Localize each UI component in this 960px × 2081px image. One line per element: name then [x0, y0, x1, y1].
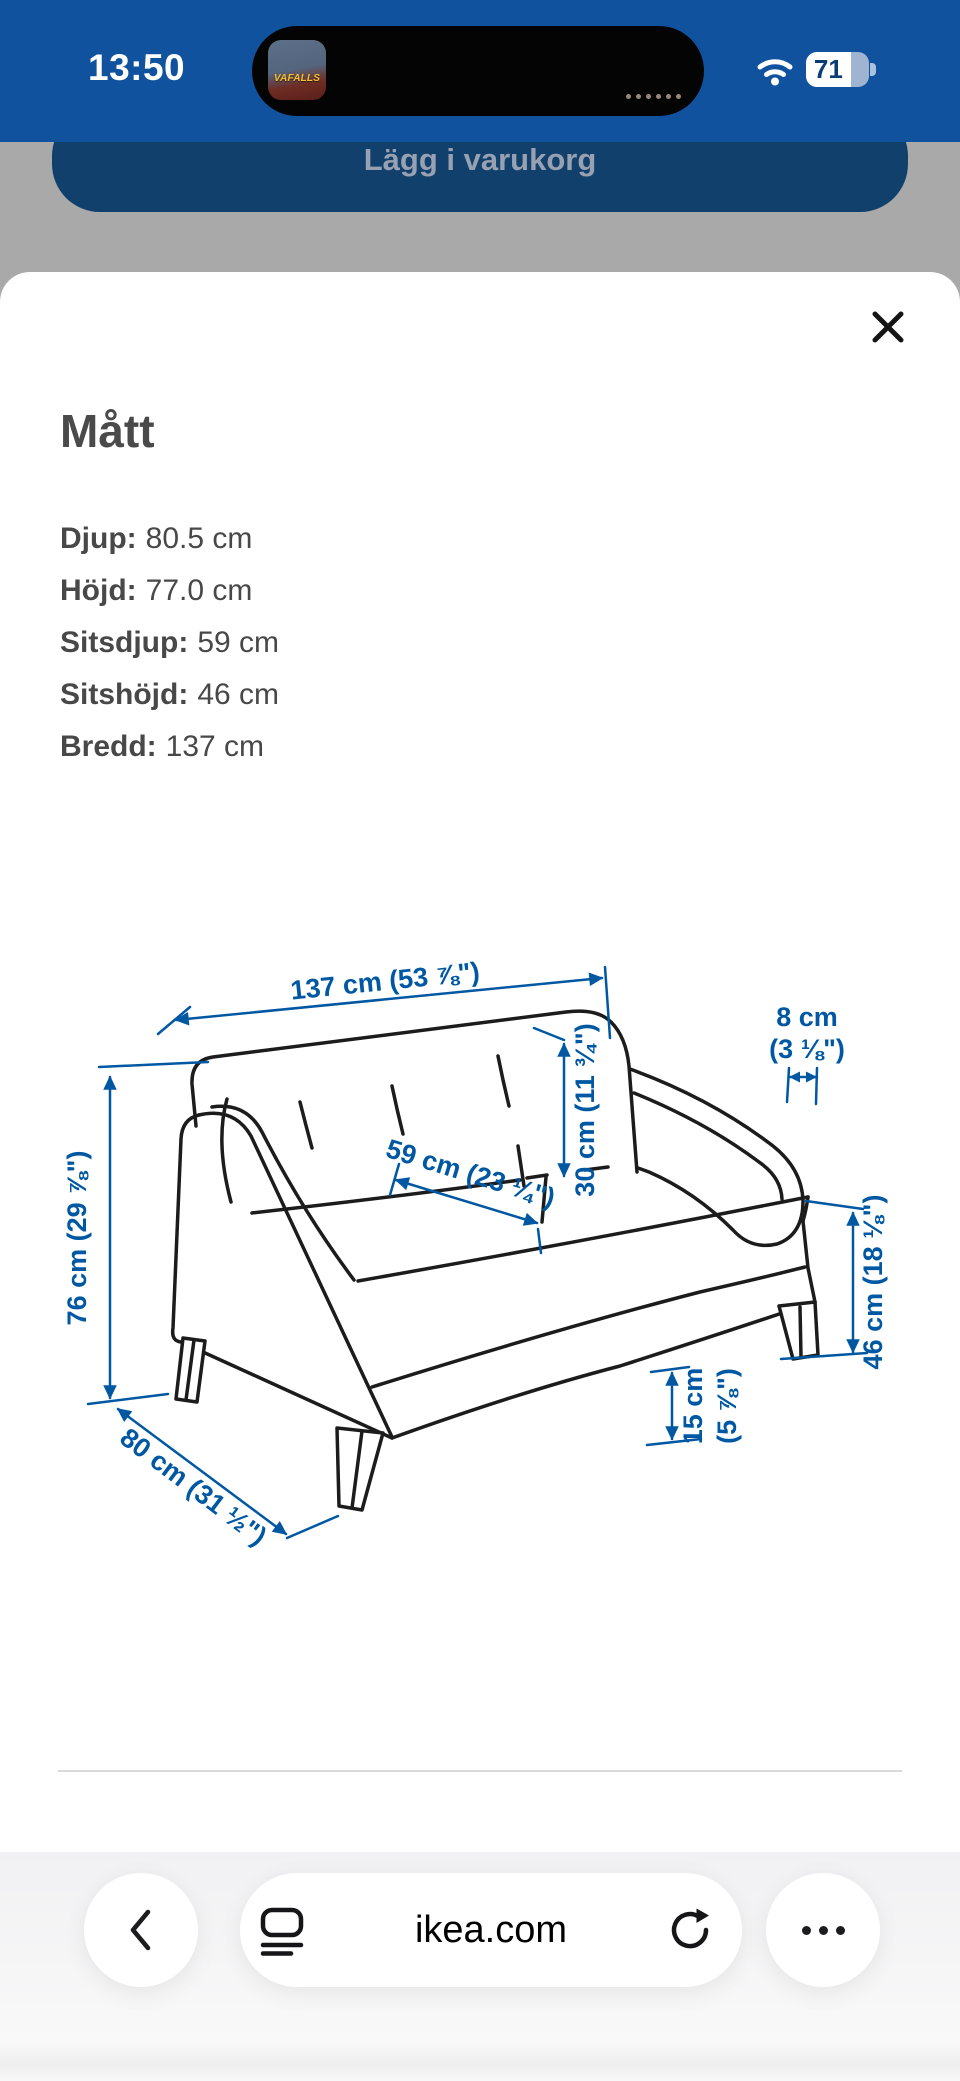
dim-depth: 80 cm (31 ½") — [114, 1422, 273, 1552]
dim-clearance-cm: 15 cm — [678, 1367, 708, 1445]
dim-width: 137 cm (53 ⅞") — [289, 956, 482, 1006]
close-button[interactable] — [856, 296, 920, 360]
now-playing-label: VAFALLS — [273, 72, 321, 84]
dim-height: 76 cm (29 ⅞") — [62, 1150, 92, 1326]
measurement-row: Höjd: 77.0 cm — [60, 574, 253, 607]
measurement-list — [60, 513, 279, 773]
url-text[interactable]: ikea.com — [414, 1909, 568, 1951]
home-indicator-area — [0, 2040, 960, 2081]
status-bar — [0, 0, 960, 142]
dim-arm-width-cm: 8 cm — [776, 1002, 838, 1032]
dimension-lines — [88, 967, 867, 1538]
reload-icon[interactable] — [668, 1907, 714, 1953]
ellipsis-icon — [802, 1926, 845, 1935]
dim-clearance-in: (5 ⅞") — [712, 1368, 742, 1444]
measurement-row: Sitshöjd: 46 cm — [60, 678, 280, 711]
dim-back-cushion-height: 30 cm (11 ¾") — [570, 1023, 600, 1197]
dimension-labels — [62, 957, 888, 1552]
wifi-icon — [755, 53, 795, 87]
now-playing-artwork-icon[interactable] — [268, 40, 326, 100]
sofa-dimension-diagram — [0, 950, 960, 1610]
add-to-cart-label: Lägg i varukorg — [363, 142, 597, 177]
dim-seat-height: 46 cm (18 ⅛") — [858, 1194, 888, 1370]
audio-activity-dots-icon — [626, 94, 681, 99]
modal-title: Mått — [60, 405, 155, 457]
address-bar[interactable] — [240, 1873, 742, 1987]
battery-percent: 71 — [813, 54, 843, 84]
battery-nub — [870, 63, 876, 76]
clock: 13:50 — [88, 47, 186, 88]
dim-arm-width-in: (3 ⅛") — [769, 1034, 845, 1064]
chevron-left-icon — [121, 1904, 161, 1956]
measurements-modal — [0, 272, 960, 1852]
dynamic-island[interactable] — [252, 26, 704, 116]
dim-seat-depth: 59 cm (23 ¼") — [382, 1133, 559, 1214]
section-divider — [58, 1770, 902, 1772]
more-button[interactable] — [766, 1873, 880, 1987]
measurement-row: Djup: 80.5 cm — [60, 522, 253, 555]
status-icons — [755, 52, 869, 87]
close-icon — [871, 310, 905, 344]
battery-icon — [806, 52, 869, 87]
measurement-row: Bredd: 137 cm — [60, 730, 265, 763]
measurement-row: Sitsdjup: 59 cm — [60, 626, 280, 659]
back-button[interactable] — [84, 1873, 198, 1987]
